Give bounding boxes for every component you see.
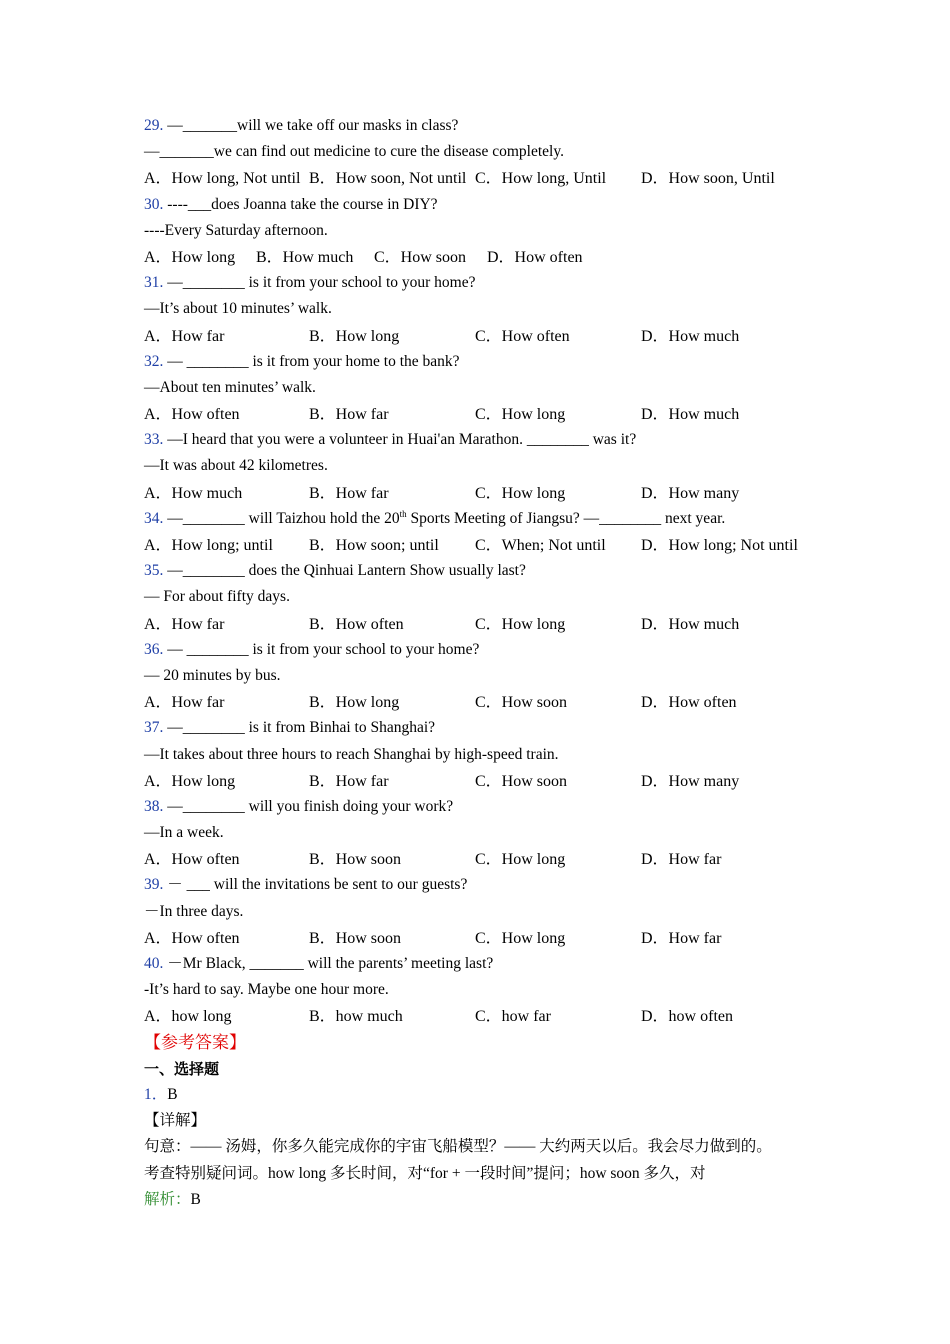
option-a[interactable]: A．How far (144, 694, 225, 712)
option-b[interactable]: B．How far (309, 484, 389, 502)
option-d[interactable]: D．how often (641, 1008, 733, 1026)
option-a[interactable]: A．How often (144, 929, 240, 947)
option-d[interactable]: D．How far (641, 851, 722, 869)
question-stem: 31. —________ is it from your school to your home? (144, 274, 476, 292)
option-b[interactable]: B．how much (309, 1008, 403, 1026)
option-b[interactable]: B．How much (256, 248, 354, 266)
option-c[interactable]: C．How long, Until (475, 170, 607, 188)
option-d[interactable]: D．How much (641, 406, 740, 424)
option-c[interactable]: C．How soon (374, 248, 467, 266)
option-a[interactable]: A．How far (144, 327, 225, 345)
option-d[interactable]: D．How much (641, 615, 740, 633)
question-response: ----Every Saturday afternoon. (144, 221, 328, 239)
detail-label: 【详解】 (144, 1112, 207, 1130)
option-d[interactable]: D．How long; Not until (641, 537, 798, 554)
option-d[interactable]: D．How often (487, 248, 583, 266)
question-number: 32. (144, 352, 164, 370)
answer-heading: 【参考答案】 (144, 1032, 246, 1052)
question-number: 33. (144, 431, 164, 449)
question-number: 35. (144, 562, 164, 580)
question-number: 37. (144, 719, 164, 737)
question-response: －In three days. (144, 902, 244, 920)
option-d[interactable]: D．How many (641, 484, 740, 502)
question-response: —It’s about 10 minutes’ walk. (144, 300, 332, 318)
option-a[interactable]: A．how long (144, 1008, 232, 1026)
option-b[interactable]: B．How long (309, 694, 400, 712)
options-row (144, 689, 844, 715)
option-a[interactable]: A．How often (144, 851, 240, 869)
explanation-line: 句意：—— 汤姆，你多久能完成你的宇宙飞船模型？—— 大约两天以后。我会尽力做到的。 (144, 1138, 772, 1156)
option-b[interactable]: B．How long (309, 327, 400, 345)
options-row (144, 925, 844, 951)
option-d[interactable]: D．How far (641, 929, 722, 947)
options-row (144, 532, 844, 558)
question-stem: 34. —________ will Taizhou hold the 20th Sports Meeting of Jiangsu? —________ next year. (144, 508, 726, 527)
question-number: 34. (144, 509, 164, 527)
question-response: —It was about 42 kilometres. (144, 457, 328, 475)
question-number: 31. (144, 274, 164, 292)
options-row (144, 165, 844, 191)
options-row (144, 846, 844, 872)
question-response: —About ten minutes’ walk. (144, 378, 316, 396)
options-row (144, 768, 844, 794)
options-row (144, 480, 844, 506)
option-c[interactable]: C．how far (475, 1008, 551, 1026)
document-page (144, 113, 844, 1213)
options-row (144, 1003, 844, 1029)
section-title: 一、选择题 (144, 1059, 220, 1078)
option-d[interactable]: D．How many (641, 772, 740, 790)
option-c[interactable]: C．How soon (475, 694, 568, 712)
option-a[interactable]: A．How often (144, 406, 240, 424)
options-row (144, 611, 844, 637)
question-stem: 37. —________ is it from Binhai to Shanghai? (144, 719, 436, 737)
question-stem: 38. —________ will you finish doing your work? (144, 797, 454, 815)
analysis-label: 解析： (144, 1190, 191, 1208)
option-b[interactable]: B．How soon (309, 851, 402, 869)
question-stem: 33. —I heard that you were a volunteer in Huai'an Marathon. ________ was it? (144, 431, 637, 449)
explanation-line: 考查特别疑问词。how long 多长时间，对“for + 一段时间”提问；how soon 多久，对 (144, 1164, 706, 1182)
option-a[interactable]: A．How far (144, 615, 225, 633)
question-response: — For about fifty days. (144, 588, 290, 606)
question-stem: 39. － ___ will the invitations be sent to our guests? (144, 876, 468, 894)
option-b[interactable]: B．How often (309, 615, 404, 633)
question-stem: 32. — ________ is it from your home to the bank? (144, 352, 460, 370)
analysis-answer: B (190, 1190, 201, 1208)
option-a[interactable]: A．How long; until (144, 537, 273, 554)
option-b[interactable]: B．How far (309, 772, 389, 790)
option-b[interactable]: B．How soon (309, 929, 402, 947)
option-d[interactable]: D．How often (641, 694, 737, 712)
option-a[interactable]: A．How much (144, 484, 243, 502)
question-stem: 29. —_______will we take off our masks in class? (144, 117, 459, 134)
option-c[interactable]: C．How long (475, 929, 566, 947)
question-response: —_______we can find out medicine to cure the disease completely. (144, 143, 564, 161)
question-stem: 40. －Mr Black, _______ will the parents’ meeting last? (144, 955, 494, 972)
option-b[interactable]: B．How soon; until (309, 537, 439, 554)
answer-number: 1． (144, 1085, 168, 1103)
option-a[interactable]: A．How long (144, 772, 236, 790)
option-a[interactable]: A．How long, Not until (144, 170, 301, 188)
option-c[interactable]: C．How often (475, 327, 570, 345)
answer-item (144, 1082, 844, 1108)
question-number: 38. (144, 797, 164, 815)
options-row (144, 244, 844, 270)
option-c[interactable]: C．How long (475, 484, 566, 502)
question-response: — 20 minutes by bus. (144, 666, 281, 684)
analysis-line (144, 1187, 844, 1213)
options-row (144, 323, 844, 349)
option-c[interactable]: C．When; Not until (475, 537, 606, 554)
option-d[interactable]: D．How much (641, 327, 740, 345)
question-stem: 36. — ________ is it from your school to your home? (144, 640, 480, 658)
question-number: 29. (144, 117, 164, 134)
option-c[interactable]: C．How soon (475, 772, 568, 790)
option-d[interactable]: D．How soon, Until (641, 170, 775, 188)
question-number: 36. (144, 640, 164, 658)
question-response: —It takes about three hours to reach Shanghai by high-speed train. (144, 745, 559, 763)
question-stem: 30. ----___does Joanna take the course in DIY? (144, 195, 438, 213)
option-c[interactable]: C．How long (475, 615, 566, 633)
question-number: 30. (144, 195, 164, 213)
option-c[interactable]: C．How long (475, 406, 566, 424)
question-response: —In a week. (144, 824, 224, 842)
option-b[interactable]: B．How far (309, 406, 389, 424)
option-a[interactable]: A．How long (144, 248, 236, 266)
option-c[interactable]: C．How long (475, 851, 566, 869)
question-number: 39. (144, 876, 164, 894)
options-row (144, 401, 844, 427)
answer-value: B (167, 1085, 178, 1103)
question-stem: 35. —________ does the Qinhuai Lantern Show usually last? (144, 562, 526, 580)
question-response: -It’s hard to say. Maybe one hour more. (144, 981, 389, 999)
option-b[interactable]: B．How soon, Not until (309, 170, 467, 188)
question-number: 40. (144, 955, 164, 972)
